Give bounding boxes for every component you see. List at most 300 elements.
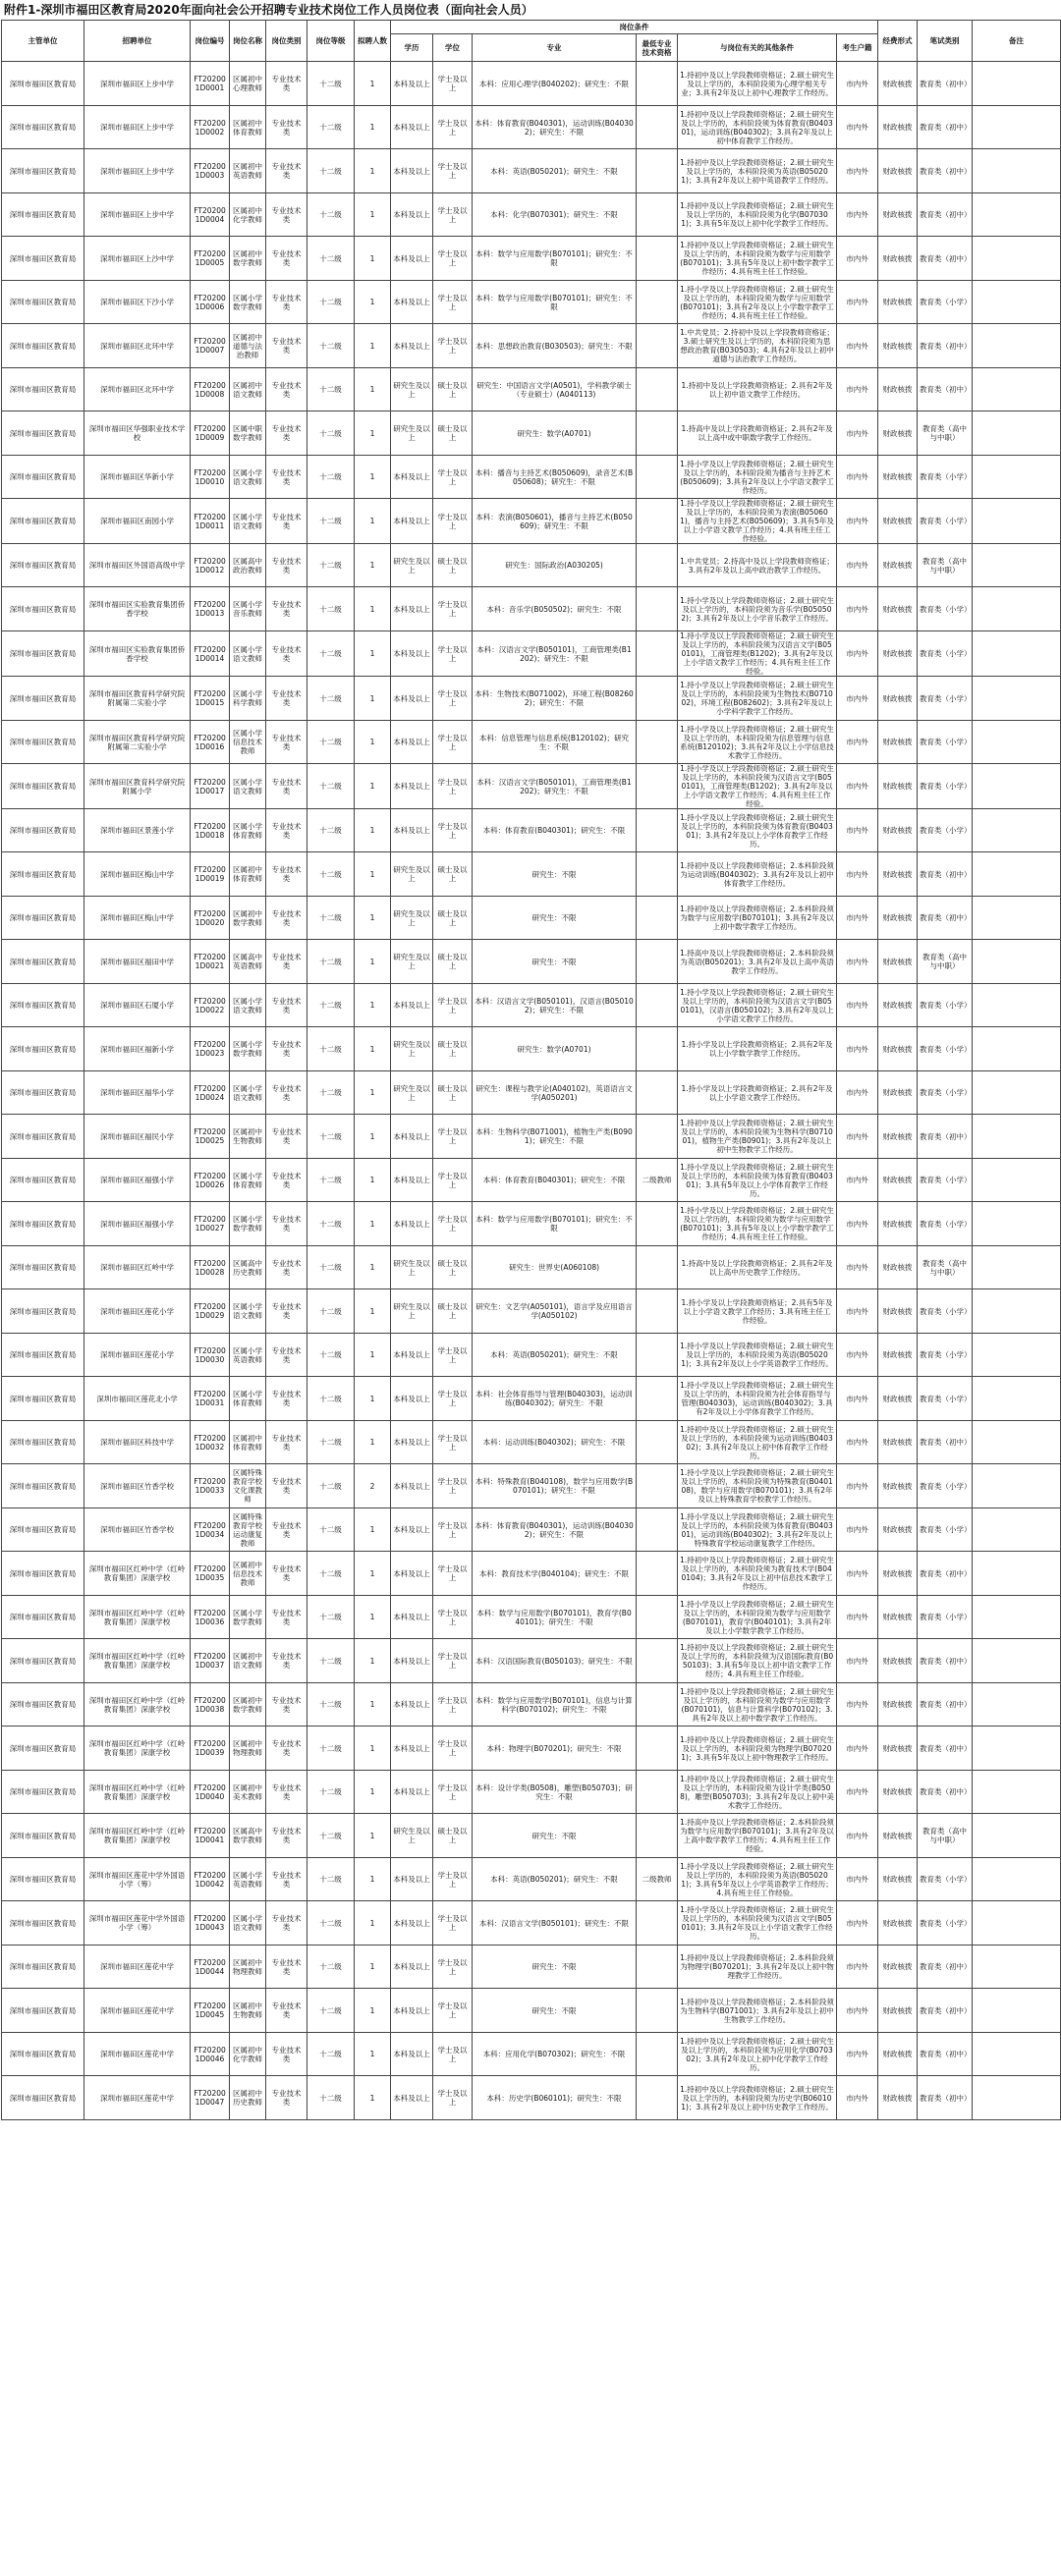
cell-exam: 教育类（初中） (918, 368, 973, 411)
cell-title-req: 二级教师 (637, 1159, 678, 1202)
cell-unit: 深圳市福田区教育局 (2, 897, 84, 940)
cell-major: 本科：应用心理学(B040202)；研究生：不限 (473, 62, 637, 106)
cell-other-conditions: 1.持初中及以上学段教师资格证；2.硕士研究生及以上学历的，本科阶段须为化学(B070301)；3.具有5年及以上初中化学教学工作经历。 (678, 193, 837, 237)
table-row (2, 2033, 1061, 2076)
cell-other-conditions: 1.持小学及以上学段教师资格证；2.硕士研究生及以上学历的，本科阶段须为汉语言文学(B050101)，工商管理类(B1202)；3.具有2年及以上小学语文教学工作经历；4.具有班主任工作经验。 (678, 764, 837, 809)
cell-degree: 学士及以上 (433, 1421, 473, 1464)
cell-count: 1 (355, 1334, 391, 1377)
cell-edu: 本科及以上 (391, 281, 433, 324)
header-conditions: 岗位条件 (391, 21, 878, 34)
cell-level: 十二级 (307, 368, 355, 411)
cell-org: 深圳市福田区教育科学研究院附属小学 (84, 764, 191, 809)
cell-post-type: 专业技术类 (266, 149, 307, 193)
cell-count: 1 (355, 852, 391, 897)
cell-degree: 学士及以上 (433, 1726, 473, 1771)
cell-org: 深圳市福田区莲花小学 (84, 1334, 191, 1377)
cell-funding: 财政核拨 (878, 62, 918, 106)
cell-org: 深圳市福田区科技中学 (84, 1421, 191, 1464)
cell-level: 十二级 (307, 411, 355, 456)
cell-post-name: 区属小学数学教师 (230, 1027, 266, 1071)
cell-count: 1 (355, 62, 391, 106)
cell-funding: 财政核拨 (878, 1858, 918, 1901)
cell-unit: 深圳市福田区教育局 (2, 456, 84, 499)
cell-funding: 财政核拨 (878, 1421, 918, 1464)
cell-org: 深圳市福田区莲花北小学 (84, 1377, 191, 1421)
table-row (2, 411, 1061, 456)
cell-post-type: 专业技术类 (266, 1115, 307, 1159)
cell-code: FT202001D0005 (191, 237, 230, 281)
cell-source: 市内外 (837, 721, 878, 764)
cell-level: 十二级 (307, 984, 355, 1027)
cell-exam: 教育类（初中） (918, 2033, 973, 2076)
cell-funding: 财政核拨 (878, 940, 918, 984)
cell-funding: 财政核拨 (878, 1901, 918, 1946)
cell-degree: 学士及以上 (433, 1683, 473, 1726)
cell-source: 市内外 (837, 62, 878, 106)
cell-post-type: 专业技术类 (266, 1814, 307, 1858)
cell-note (973, 897, 1061, 940)
cell-level: 十二级 (307, 193, 355, 237)
header-note: 备注 (973, 21, 1061, 62)
cell-org: 深圳市福田区上步中学 (84, 149, 191, 193)
cell-unit: 深圳市福田区教育局 (2, 368, 84, 411)
cell-count: 1 (355, 677, 391, 721)
cell-major: 本科：汉语国际教育(B050103)；研究生：不限 (473, 1639, 637, 1683)
cell-post-name: 区属小学英语教师 (230, 1858, 266, 1901)
cell-title-req (637, 1464, 678, 1508)
cell-code: FT202001D0044 (191, 1946, 230, 1989)
cell-note (973, 1508, 1061, 1552)
cell-edu: 本科及以上 (391, 1334, 433, 1377)
cell-degree: 硕士及以上 (433, 897, 473, 940)
cell-other-conditions: 1.持小学及以上学段教师资格证；2.硕士研究生及以上学历的，本科阶段须为信息管理与信息系统(B120102)；3.具有2年及以上小学信息技术教学工作经历。 (678, 721, 837, 764)
cell-org: 深圳市福田区莲花中学外国语小学（筹） (84, 1858, 191, 1901)
cell-count: 1 (355, 940, 391, 984)
cell-funding: 财政核拨 (878, 852, 918, 897)
cell-other-conditions: 1.持小学及以上学段教师资格证；2.硕士研究生及以上学历的，本科阶段须为英语(B050201)；3.具有5年及以上小学英语教学工作经历；4.具有班主任工作经验。 (678, 1858, 837, 1901)
cell-edu: 本科及以上 (391, 106, 433, 149)
header-title-req: 最低专业技术资格 (637, 34, 678, 62)
table-row (2, 1771, 1061, 1814)
table-row (2, 237, 1061, 281)
cell-edu: 本科及以上 (391, 764, 433, 809)
cell-level: 十二级 (307, 677, 355, 721)
cell-source: 市内外 (837, 1377, 878, 1421)
cell-note (973, 631, 1061, 677)
cell-title-req (637, 1289, 678, 1334)
cell-title-req (637, 1683, 678, 1726)
cell-exam: 教育类（初中） (918, 193, 973, 237)
cell-degree: 学士及以上 (433, 1771, 473, 1814)
cell-title-req (637, 1421, 678, 1464)
cell-source: 市内外 (837, 1946, 878, 1989)
cell-count: 1 (355, 368, 391, 411)
cell-org: 深圳市福田区莲花中学 (84, 2033, 191, 2076)
cell-source: 市内外 (837, 411, 878, 456)
cell-unit: 深圳市福田区教育局 (2, 324, 84, 368)
cell-source: 市内外 (837, 1989, 878, 2033)
cell-post-type: 专业技术类 (266, 1989, 307, 2033)
cell-funding: 财政核拨 (878, 1771, 918, 1814)
cell-edu: 研究生及以上 (391, 1027, 433, 1071)
cell-org: 深圳市福田区福华小学 (84, 1071, 191, 1115)
cell-unit: 深圳市福田区教育局 (2, 106, 84, 149)
cell-org: 深圳市福田区北环中学 (84, 368, 191, 411)
cell-other-conditions: 1.持初中及以上学段教师资格证；2.硕士研究生及以上学历的，本科阶段须为生物科学(B071001)，植物生产类(B0901)；3.具有2年及以上初中生物教学工作经历。 (678, 1115, 837, 1159)
cell-major: 本科：数学与应用数学(B070101)；研究生：不限 (473, 1202, 637, 1246)
cell-unit: 深圳市福田区教育局 (2, 1202, 84, 1246)
cell-degree: 硕士及以上 (433, 411, 473, 456)
cell-unit: 深圳市福田区教育局 (2, 193, 84, 237)
table-row (2, 984, 1061, 1027)
cell-degree: 硕士及以上 (433, 368, 473, 411)
cell-major: 本科：历史学(B060101)；研究生：不限 (473, 2076, 637, 2120)
cell-exam: 教育类（初中） (918, 1115, 973, 1159)
cell-title-req (637, 1552, 678, 1596)
cell-source: 市内外 (837, 1202, 878, 1246)
cell-title-req (637, 1901, 678, 1946)
cell-count: 1 (355, 1377, 391, 1421)
cell-other-conditions: 1.持初中及以上学段教师资格证；2.硕士研究生及以上学历的，本科阶段须为英语(B050201)；3.具有2年及以上初中英语教学工作经历。 (678, 149, 837, 193)
cell-edu: 本科及以上 (391, 1858, 433, 1901)
cell-unit: 深圳市福田区教育局 (2, 1071, 84, 1115)
cell-title-req (637, 2076, 678, 2120)
table-row (2, 1858, 1061, 1901)
cell-funding: 财政核拨 (878, 368, 918, 411)
table-row (2, 1683, 1061, 1726)
cell-major: 研究生：文艺学(A050101)，语言学及应用语言学(A050102) (473, 1289, 637, 1334)
cell-funding: 财政核拨 (878, 106, 918, 149)
cell-post-type: 专业技术类 (266, 631, 307, 677)
cell-edu: 本科及以上 (391, 1552, 433, 1596)
cell-title-req (637, 2033, 678, 2076)
cell-unit: 深圳市福田区教育局 (2, 1508, 84, 1552)
table-body (2, 62, 1061, 2120)
cell-degree: 学士及以上 (433, 587, 473, 631)
cell-level: 十二级 (307, 2076, 355, 2120)
cell-post-name: 区属初中生物教师 (230, 1115, 266, 1159)
cell-org: 深圳市福田区教育科学研究院附属第二实验小学 (84, 721, 191, 764)
cell-exam: 教育类（小学） (918, 1901, 973, 1946)
cell-post-name: 区属初中数学教师 (230, 897, 266, 940)
cell-exam: 教育类（小学） (918, 1159, 973, 1202)
cell-funding: 财政核拨 (878, 1202, 918, 1246)
cell-source: 市内外 (837, 368, 878, 411)
cell-post-name: 区属小学体育教师 (230, 1377, 266, 1421)
cell-level: 十二级 (307, 499, 355, 544)
cell-post-type: 专业技术类 (266, 1246, 307, 1289)
cell-level: 十二级 (307, 1202, 355, 1246)
cell-code: FT202001D0012 (191, 544, 230, 587)
cell-title-req (637, 281, 678, 324)
cell-note (973, 721, 1061, 764)
cell-unit: 深圳市福田区教育局 (2, 1639, 84, 1683)
cell-unit: 深圳市福田区教育局 (2, 544, 84, 587)
cell-major: 本科：生物技术(B071002)，环境工程(B082602)；研究生：不限 (473, 677, 637, 721)
cell-degree: 学士及以上 (433, 456, 473, 499)
header-code: 岗位编号 (191, 21, 230, 62)
cell-note (973, 411, 1061, 456)
cell-source: 市内外 (837, 1552, 878, 1596)
cell-post-type: 专业技术类 (266, 1377, 307, 1421)
cell-level: 十二级 (307, 1901, 355, 1946)
cell-degree: 学士及以上 (433, 809, 473, 852)
cell-funding: 财政核拨 (878, 631, 918, 677)
cell-degree: 学士及以上 (433, 499, 473, 544)
cell-count: 1 (355, 1159, 391, 1202)
cell-exam: 教育类（初中） (918, 1421, 973, 1464)
cell-count: 1 (355, 1639, 391, 1683)
cell-note (973, 1596, 1061, 1639)
cell-edu: 本科及以上 (391, 721, 433, 764)
table-row (2, 1552, 1061, 1596)
table-row (2, 1464, 1061, 1508)
cell-major: 本科：体育教育(B040301)，运动训练(B040302)；研究生：不限 (473, 106, 637, 149)
table-row (2, 1071, 1061, 1115)
cell-exam: 教育类（小学） (918, 984, 973, 1027)
cell-funding: 财政核拨 (878, 897, 918, 940)
cell-org: 深圳市福田区红岭中学（红岭教育集团）深康学校 (84, 1726, 191, 1771)
cell-org: 深圳市福田区石厦小学 (84, 984, 191, 1027)
cell-degree: 学士及以上 (433, 764, 473, 809)
cell-post-type: 专业技术类 (266, 1159, 307, 1202)
cell-post-name: 区属初中心理教师 (230, 62, 266, 106)
cell-count: 1 (355, 411, 391, 456)
cell-org: 深圳市福田区下沙小学 (84, 281, 191, 324)
cell-code: FT202001D0008 (191, 368, 230, 411)
cell-note (973, 1289, 1061, 1334)
cell-unit: 深圳市福田区教育局 (2, 809, 84, 852)
cell-exam: 教育类（初中） (918, 1946, 973, 1989)
cell-org: 深圳市福田区莲花小学 (84, 1289, 191, 1334)
cell-funding: 财政核拨 (878, 456, 918, 499)
table-row (2, 1421, 1061, 1464)
header-exam: 笔试类别 (918, 21, 973, 62)
cell-major: 本科：体育教育(B040301)，运动训练(B040302)；研究生：不限 (473, 1508, 637, 1552)
cell-major: 本科：英语(B050201)；研究生：不限 (473, 149, 637, 193)
cell-major: 研究生：中国语言文学(A0501)，学科教学硕士（专业硕士）(A040113) (473, 368, 637, 411)
cell-funding: 财政核拨 (878, 281, 918, 324)
cell-note (973, 456, 1061, 499)
cell-count: 1 (355, 897, 391, 940)
cell-post-name: 区属小学数学教师 (230, 281, 266, 324)
cell-org: 深圳市福田区华新小学 (84, 456, 191, 499)
cell-org: 深圳市福田区莲花中学 (84, 1946, 191, 1989)
cell-note (973, 324, 1061, 368)
cell-post-type: 专业技术类 (266, 1334, 307, 1377)
cell-code: FT202001D0027 (191, 1202, 230, 1246)
cell-major: 本科：教育技术学(B040104)；研究生：不限 (473, 1552, 637, 1596)
cell-exam: 教育类（小学） (918, 1464, 973, 1508)
cell-source: 市内外 (837, 193, 878, 237)
cell-note (973, 1814, 1061, 1858)
cell-post-type: 专业技术类 (266, 1771, 307, 1814)
cell-org: 深圳市福田区竹香学校 (84, 1464, 191, 1508)
cell-funding: 财政核拨 (878, 1027, 918, 1071)
cell-other-conditions: 1.持初中及以上学段教师资格证；2.本科阶段须为物理学(B070201)；3.具有2年及以上初中物理教学工作经历。 (678, 1946, 837, 1989)
cell-exam: 教育类（初中） (918, 106, 973, 149)
cell-post-name: 区属小学语文教师 (230, 631, 266, 677)
cell-title-req (637, 587, 678, 631)
cell-count: 1 (355, 631, 391, 677)
cell-other-conditions: 1.持小学及以上学段教师资格证；2.硕士研究生及以上学历的，本科阶段须为英语(B050201)；3.具有2年及以上小学英语教学工作经历。 (678, 1334, 837, 1377)
cell-note (973, 1552, 1061, 1596)
cell-degree: 学士及以上 (433, 62, 473, 106)
cell-edu: 本科及以上 (391, 2076, 433, 2120)
cell-code: FT202001D0043 (191, 1901, 230, 1946)
cell-note (973, 544, 1061, 587)
cell-major: 本科：应用化学(B070302)；研究生：不限 (473, 2033, 637, 2076)
header-source: 考生户籍 (837, 34, 878, 62)
cell-funding: 财政核拨 (878, 1334, 918, 1377)
cell-unit: 深圳市福田区教育局 (2, 62, 84, 106)
header-other: 与岗位有关的其他条件 (678, 34, 837, 62)
cell-note (973, 1159, 1061, 1202)
cell-count: 1 (355, 324, 391, 368)
cell-level: 十二级 (307, 62, 355, 106)
cell-source: 市内外 (837, 764, 878, 809)
cell-unit: 深圳市福田区教育局 (2, 852, 84, 897)
cell-level: 十二级 (307, 1027, 355, 1071)
cell-source: 市内外 (837, 456, 878, 499)
cell-level: 十二级 (307, 149, 355, 193)
cell-code: FT202001D0046 (191, 2033, 230, 2076)
cell-other-conditions: 1.持初中及以上学段教师资格证；2.硕士研究生及以上学历的，本科阶段须为数学与应用数学(B070101)；3.具有5年及以上初中数学教学工作经历；4.具有班主任工作经验。 (678, 237, 837, 281)
cell-degree: 学士及以上 (433, 1508, 473, 1552)
cell-funding: 财政核拨 (878, 1814, 918, 1858)
cell-code: FT202001D0015 (191, 677, 230, 721)
cell-count: 1 (355, 721, 391, 764)
cell-level: 十二级 (307, 1552, 355, 1596)
cell-unit: 深圳市福田区教育局 (2, 1115, 84, 1159)
cell-post-type: 专业技术类 (266, 193, 307, 237)
cell-title-req (637, 1246, 678, 1289)
cell-edu: 研究生及以上 (391, 368, 433, 411)
cell-major: 研究生：国际政治(A030205) (473, 544, 637, 587)
cell-degree: 硕士及以上 (433, 1071, 473, 1115)
cell-other-conditions: 1.持小学及以上学段教师资格证；2.具有2年及以上小学数学教学工作经历。 (678, 1027, 837, 1071)
cell-code: FT202001D0009 (191, 411, 230, 456)
cell-count: 2 (355, 1464, 391, 1508)
cell-level: 十二级 (307, 1726, 355, 1771)
cell-major: 本科：信息管理与信息系统(B120102)；研究生：不限 (473, 721, 637, 764)
cell-unit: 深圳市福田区教育局 (2, 499, 84, 544)
cell-exam: 教育类（小学） (918, 631, 973, 677)
cell-level: 十二级 (307, 1289, 355, 1334)
cell-code: FT202001D0036 (191, 1596, 230, 1639)
cell-major: 本科：数学与应用数学(B070101)，教育学(B040101)；研究生：不限 (473, 1596, 637, 1639)
cell-count: 1 (355, 544, 391, 587)
cell-code: FT202001D0020 (191, 897, 230, 940)
cell-org: 深圳市福田区上步中学 (84, 193, 191, 237)
cell-degree: 学士及以上 (433, 324, 473, 368)
cell-org: 深圳市福田区福新小学 (84, 1027, 191, 1071)
cell-exam: 教育类（初中） (918, 1552, 973, 1596)
cell-funding: 财政核拨 (878, 237, 918, 281)
cell-post-type: 专业技术类 (266, 368, 307, 411)
cell-title-req (637, 456, 678, 499)
cell-post-type: 专业技术类 (266, 764, 307, 809)
cell-note (973, 1858, 1061, 1901)
cell-other-conditions: 1.中共党员；2.持高中及以上学段教师资格证；3.具有2年及以上高中政治教学工作经历。 (678, 544, 837, 587)
cell-edu: 研究生及以上 (391, 1071, 433, 1115)
cell-post-type: 专业技术类 (266, 106, 307, 149)
cell-degree: 学士及以上 (433, 721, 473, 764)
cell-count: 1 (355, 1289, 391, 1334)
cell-degree: 硕士及以上 (433, 1246, 473, 1289)
cell-note (973, 764, 1061, 809)
cell-exam: 教育类（小学） (918, 1334, 973, 1377)
cell-count: 1 (355, 1901, 391, 1946)
cell-post-name: 区属初中体育教师 (230, 852, 266, 897)
cell-note (973, 106, 1061, 149)
table-row (2, 1508, 1061, 1552)
cell-unit: 深圳市福田区教育局 (2, 1726, 84, 1771)
cell-degree: 学士及以上 (433, 1159, 473, 1202)
cell-post-name: 区属初中物理教师 (230, 1946, 266, 1989)
cell-level: 十二级 (307, 587, 355, 631)
cell-org: 深圳市福田区上步中学 (84, 62, 191, 106)
cell-post-name: 区属小学语文教师 (230, 984, 266, 1027)
cell-edu: 研究生及以上 (391, 1246, 433, 1289)
cell-post-name: 区属初中化学教师 (230, 2033, 266, 2076)
cell-title-req (637, 721, 678, 764)
cell-code: FT202001D0010 (191, 456, 230, 499)
cell-code: FT202001D0003 (191, 149, 230, 193)
cell-edu: 本科及以上 (391, 1464, 433, 1508)
header-unit: 主管单位 (2, 21, 84, 62)
cell-level: 十二级 (307, 1596, 355, 1639)
cell-note (973, 237, 1061, 281)
table-row (2, 1334, 1061, 1377)
cell-exam: 教育类（小学） (918, 1377, 973, 1421)
cell-edu: 研究生及以上 (391, 1814, 433, 1858)
cell-source: 市内外 (837, 852, 878, 897)
cell-degree: 学士及以上 (433, 1115, 473, 1159)
cell-degree: 学士及以上 (433, 1464, 473, 1508)
cell-source: 市内外 (837, 1726, 878, 1771)
cell-note (973, 1639, 1061, 1683)
cell-other-conditions: 1.持小学及以上学段教师资格证；2.硕士研究生及以上学历的，本科阶段须为数学与应用数学(B070101)，教育学(B040101)；3.具有2年及以上小学数学教学工作经历。 (678, 1596, 837, 1639)
cell-edu: 研究生及以上 (391, 544, 433, 587)
cell-funding: 财政核拨 (878, 1159, 918, 1202)
cell-other-conditions: 1.持小学及以上学段教师资格证；2.硕士研究生及以上学历的，本科阶段须为汉语言文学(B050101)，工商管理类(B1202)；3.具有2年及以上小学语文教学工作经历；4.具有班主任工作经验。 (678, 631, 837, 677)
cell-unit: 深圳市福田区教育局 (2, 1946, 84, 1989)
cell-title-req (637, 499, 678, 544)
cell-unit: 深圳市福田区教育局 (2, 411, 84, 456)
cell-code: FT202001D0004 (191, 193, 230, 237)
cell-count: 1 (355, 2076, 391, 2120)
cell-org: 深圳市福田区红岭中学（红岭教育集团）深康学校 (84, 1596, 191, 1639)
cell-count: 1 (355, 1814, 391, 1858)
cell-degree: 学士及以上 (433, 149, 473, 193)
cell-count: 1 (355, 1596, 391, 1639)
table-row (2, 1726, 1061, 1771)
cell-unit: 深圳市福田区教育局 (2, 2076, 84, 2120)
cell-count: 1 (355, 1771, 391, 1814)
cell-other-conditions: 1.持初中及以上学段教师资格证；2.硕士研究生及以上学历的，本科阶段须为汉语国际教育(B050103)；3.具有5年及以上初中语文教学工作经历；4.具有班主任工作经验。 (678, 1639, 837, 1683)
cell-source: 市内外 (837, 809, 878, 852)
table-row (2, 1989, 1061, 2033)
cell-source: 市内外 (837, 499, 878, 544)
cell-note (973, 2076, 1061, 2120)
cell-funding: 财政核拨 (878, 2033, 918, 2076)
cell-unit: 深圳市福田区教育局 (2, 1289, 84, 1334)
cell-code: FT202001D0013 (191, 587, 230, 631)
cell-note (973, 677, 1061, 721)
cell-unit: 深圳市福田区教育局 (2, 1421, 84, 1464)
cell-post-name: 区属小学语文教师 (230, 1289, 266, 1334)
